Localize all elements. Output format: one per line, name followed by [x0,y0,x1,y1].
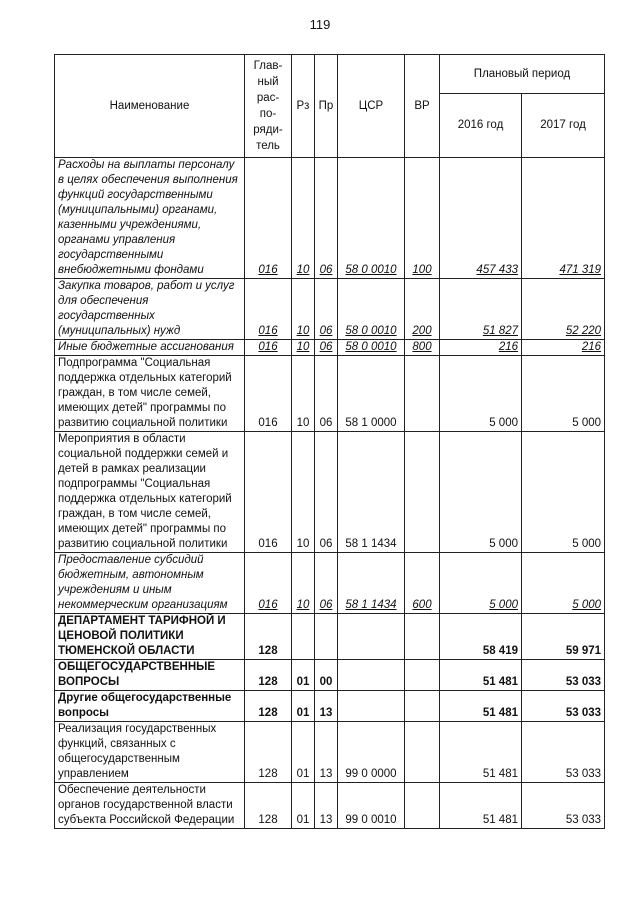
row-name: Обеспечение деятельности органов государственной власти субъекта Российской Федерации [55,783,245,829]
row-pr: 06 [315,553,338,614]
row-csr: 58 0 0010 [338,279,405,340]
row-glavny: 128 [245,614,292,660]
row-2017: 52 220 [522,279,605,340]
row-2017: 53 033 [522,722,605,783]
col-header-csr: ЦСР [338,55,405,158]
glavny-line: по- [259,108,277,120]
row-pr: 13 [315,691,338,722]
row-2017: 5 000 [522,553,605,614]
row-2017: 5 000 [522,356,605,432]
row-pr: 06 [315,158,338,279]
row-rz: 10 [292,340,315,356]
glavny-line: ряди- [253,124,283,136]
row-2016: 51 481 [440,783,522,829]
glavny-line: тель [256,140,280,152]
row-name: Расходы на выплаты персоналу в целях обеспечения выполнения функций государственными (муниципальными) органами, казенными учреждениями, органами управления государственными внебюджетными фондами [55,158,245,279]
row-2017: 53 033 [522,691,605,722]
table-row [55,691,605,722]
col-header-2016: 2016 год [440,94,522,158]
row-glavny: 016 [245,356,292,432]
row-vr: 200 [405,279,440,340]
row-2017: 471 319 [522,158,605,279]
row-2016: 457 433 [440,158,522,279]
row-2017: 53 033 [522,660,605,691]
table-row [55,158,605,279]
col-header-vr: ВР [405,55,440,158]
row-rz: 01 [292,722,315,783]
row-vr [405,660,440,691]
row-rz: 10 [292,279,315,340]
glavny-line: ный [257,76,279,88]
table-row [55,660,605,691]
row-vr [405,432,440,553]
table-row [55,553,605,614]
row-csr: 58 1 1434 [338,553,405,614]
col-header-name: Наименование [55,55,245,158]
row-name: Другие общегосударственные вопросы [55,691,245,722]
row-glavny: 016 [245,158,292,279]
row-rz: 10 [292,356,315,432]
row-2016: 5 000 [440,432,522,553]
row-2016: 5 000 [440,553,522,614]
row-csr [338,614,405,660]
row-vr [405,614,440,660]
row-2017: 53 033 [522,783,605,829]
col-header-glavny [245,55,292,158]
row-2017: 216 [522,340,605,356]
row-rz: 10 [292,158,315,279]
row-name: Иные бюджетные ассигнования [55,340,245,356]
row-name: Реализация государственных функций, связанных с общегосударственным управлением [55,722,245,783]
row-pr: 13 [315,783,338,829]
row-glavny: 128 [245,660,292,691]
row-vr [405,722,440,783]
header-row [55,55,605,94]
row-rz: 10 [292,432,315,553]
row-2016: 51 481 [440,691,522,722]
row-csr [338,660,405,691]
row-name: Закупка товаров, работ и услуг для обеспечения государственных (муниципальных) нужд [55,279,245,340]
table-row [55,356,605,432]
row-csr: 58 1 1434 [338,432,405,553]
row-csr: 99 0 0010 [338,783,405,829]
row-rz: 01 [292,660,315,691]
row-csr: 58 0 0010 [338,158,405,279]
budget-table [54,54,605,829]
row-vr: 800 [405,340,440,356]
row-glavny: 128 [245,783,292,829]
row-glavny: 016 [245,432,292,553]
row-pr: 13 [315,722,338,783]
table-row [55,279,605,340]
row-2016: 5 000 [440,356,522,432]
row-rz: 10 [292,553,315,614]
row-glavny: 016 [245,340,292,356]
row-pr: 06 [315,340,338,356]
row-vr [405,691,440,722]
row-glavny: 128 [245,691,292,722]
table-row [55,614,605,660]
row-name: ОБЩЕГОСУДАРСТВЕННЫЕ ВОПРОСЫ [55,660,245,691]
glavny-line: рас- [256,92,280,104]
row-pr: 00 [315,660,338,691]
table-row [55,722,605,783]
table-row [55,432,605,553]
col-header-2017: 2017 год [522,94,605,158]
row-2016: 58 419 [440,614,522,660]
table-row [55,340,605,356]
table-row [55,783,605,829]
col-header-pr: Пр [315,55,338,158]
row-name: Предоставление субсидий бюджетным, автономным учреждениям и иным некоммерческим организациям [55,553,245,614]
row-vr: 100 [405,158,440,279]
row-vr [405,783,440,829]
row-rz: 01 [292,783,315,829]
row-name: Мероприятия в области социальной поддержки семей и детей в рамках реализации подпрограммы "Социальная поддержка отдельных категорий граждан, в том числе семей, имеющих детей" программы по развитию социальной политики [55,432,245,553]
row-csr: 58 0 0010 [338,340,405,356]
page-number: 119 [309,17,331,32]
row-2016: 216 [440,340,522,356]
row-2016: 51 481 [440,722,522,783]
row-name: Подпрограмма "Социальная поддержка отдельных категорий граждан, в том числе семей, имеющих детей" программы по развитию социальной политики [55,356,245,432]
row-2016: 51 481 [440,660,522,691]
row-csr: 58 1 0000 [338,356,405,432]
row-glavny: 016 [245,279,292,340]
table-body [55,158,605,829]
row-pr: 06 [315,432,338,553]
glavny-line: Глав- [253,60,283,72]
row-rz [292,614,315,660]
row-pr [315,614,338,660]
col-header-plan-period: Плановый период [440,55,605,94]
row-vr [405,356,440,432]
row-pr: 06 [315,279,338,340]
row-vr: 600 [405,553,440,614]
row-csr [338,691,405,722]
row-glavny: 016 [245,553,292,614]
row-glavny: 128 [245,722,292,783]
row-2017: 5 000 [522,432,605,553]
row-name: ДЕПАРТАМЕНТ ТАРИФНОЙ И ЦЕНОВОЙ ПОЛИТИКИ ТЮМЕНСКОЙ ОБЛАСТИ [55,614,245,660]
row-2016: 51 827 [440,279,522,340]
row-2017: 59 971 [522,614,605,660]
row-pr: 06 [315,356,338,432]
row-rz: 01 [292,691,315,722]
col-header-rz: Рз [292,55,315,158]
row-csr: 99 0 0000 [338,722,405,783]
